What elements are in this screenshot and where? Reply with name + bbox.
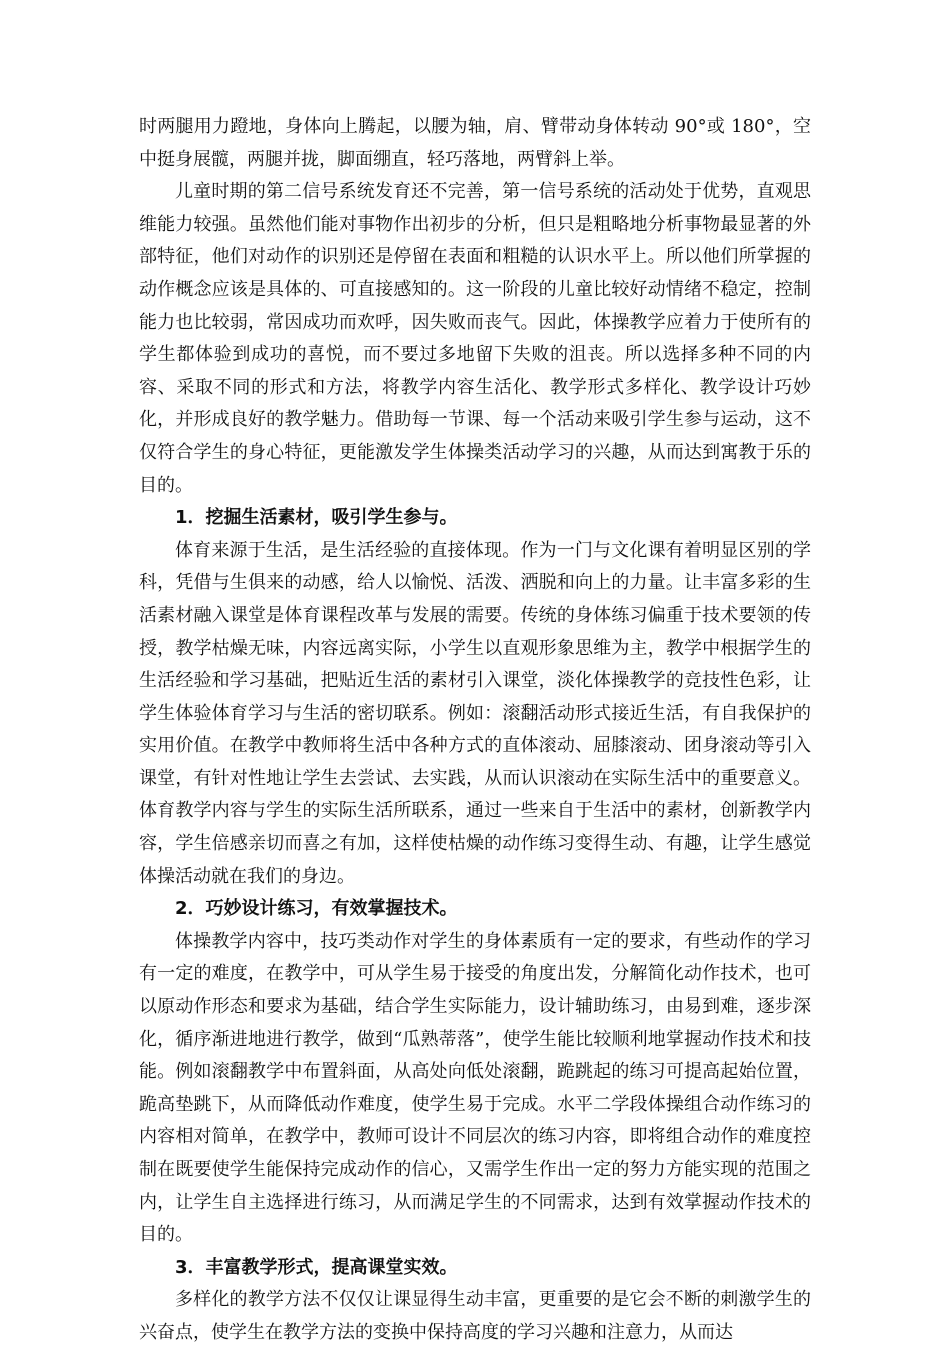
section-heading-3: 3．丰富教学形式，提高课堂实效。	[175, 1256, 458, 1278]
paragraph-exercise-design: 体操教学内容中，技巧类动作对学生的身体素质有一定的要求，有些动作的学习有一定的难度，在教学中，可从学生易于接受的角度出发，分解简化动作技术，也可以原动作形态和要求为基础，结合学生实际能力，设计辅助练习，由易到难，逐步深化，循序渐进地进行教学，做到“瓜熟蒂落”，使学生能比较顺利地掌握动作技术和技能。例如滚翻教学中布置斜面，从高处向低处滚翻，跪跳起的练习可提高起始位置，跪高垫跳下，从而降低动作难度，使学生易于完成。水平二学段体操组合动作练习的内容相对简单，在教学中，教师可设计不同层次的练习内容，即将组合动作的难度控制在既要使学生能保持完成动作的信心，又需学生作出一定的努力方能实现的范围之内，让学生自主选择进行练习，从而满足学生的不同需求，达到有效掌握动作技术的目的。	[139, 930, 811, 1246]
paragraph-rotation-description: 时两腿用力蹬地，身体向上腾起，以腰为轴，肩、臂带动身体转动 90°或 180°，空中挺身展髋，两腿并拢，脚面绷直，轻巧落地，两臂斜上举。	[139, 116, 811, 170]
section-heading-1: 1．挖掘生活素材，吸引学生参与。	[175, 507, 458, 529]
paragraph-life-materials: 体育来源于生活，是生活经验的直接体现。作为一门与文化课有着明显区别的学科，凭借与生俱来的动感，给人以愉悦、活泼、洒脱和向上的力量。让丰富多彩的生活素材融入课堂是体育课程改革与发展的需要。传统的身体练习偏重于技术要领的传授，教学枯燥无味，内容远离实际，小学生以直观形象思维为主，教学中根据学生的生活经验和学习基础，把贴近生活的素材引入课堂，淡化体操教学的竞技性色彩，让学生体验体育学习与生活的密切联系。例如：滚翻活动形式接近生活，有自我保护的实用价值。在教学中教师将生活中各种方式的直体滚动、屈膝滚动、团身滚动等引入课堂，有针对性地让学生去尝试、去实践，从而认识滚动在实际生活中的重要意义。体育教学内容与学生的实际生活所联系，通过一些来自于生活中的素材，创新教学内容，学生倍感亲切而喜之有加，这样使枯燥的动作练习变得生动、有趣，让学生感觉体操活动就在我们的身边。	[139, 539, 811, 887]
document-page	[139, 111, 811, 1350]
paragraph-teaching-forms: 多样化的教学方法不仅仅让课显得生动丰富，更重要的是它会不断的刺激学生的兴奋点，使学生在教学方法的变换中保持高度的学习兴趣和注意力，从而达	[139, 1289, 811, 1343]
paragraph-child-development: 儿童时期的第二信号系统发育还不完善，第一信号系统的活动处于优势，直观思维能力较强。虽然他们能对事物作出初步的分析，但只是粗略地分析事物最显著的外部特征，他们对动作的识别还是停留在表面和粗糙的认识水平上。所以他们所掌握的动作概念应该是具体的、可直接感知的。这一阶段的儿童比较好动情绪不稳定，控制能力也比较弱，常因成功而欢呼，因失败而丧气。因此，体操教学应着力于使所有的学生都体验到成功的喜悦，而不要过多地留下失败的沮丧。所以选择多种不同的内容、采取不同的形式和方法，将教学内容生活化、教学形式多样化、教学设计巧妙化，并形成良好的教学魅力。借助每一节课、每一个活动来吸引学生参与运动，这不仅符合学生的身心特征，更能激发学生体操类活动学习的兴趣，从而达到寓教于乐的目的。	[139, 181, 811, 496]
section-heading-2: 2．巧妙设计练习，有效掌握技术。	[175, 898, 458, 920]
